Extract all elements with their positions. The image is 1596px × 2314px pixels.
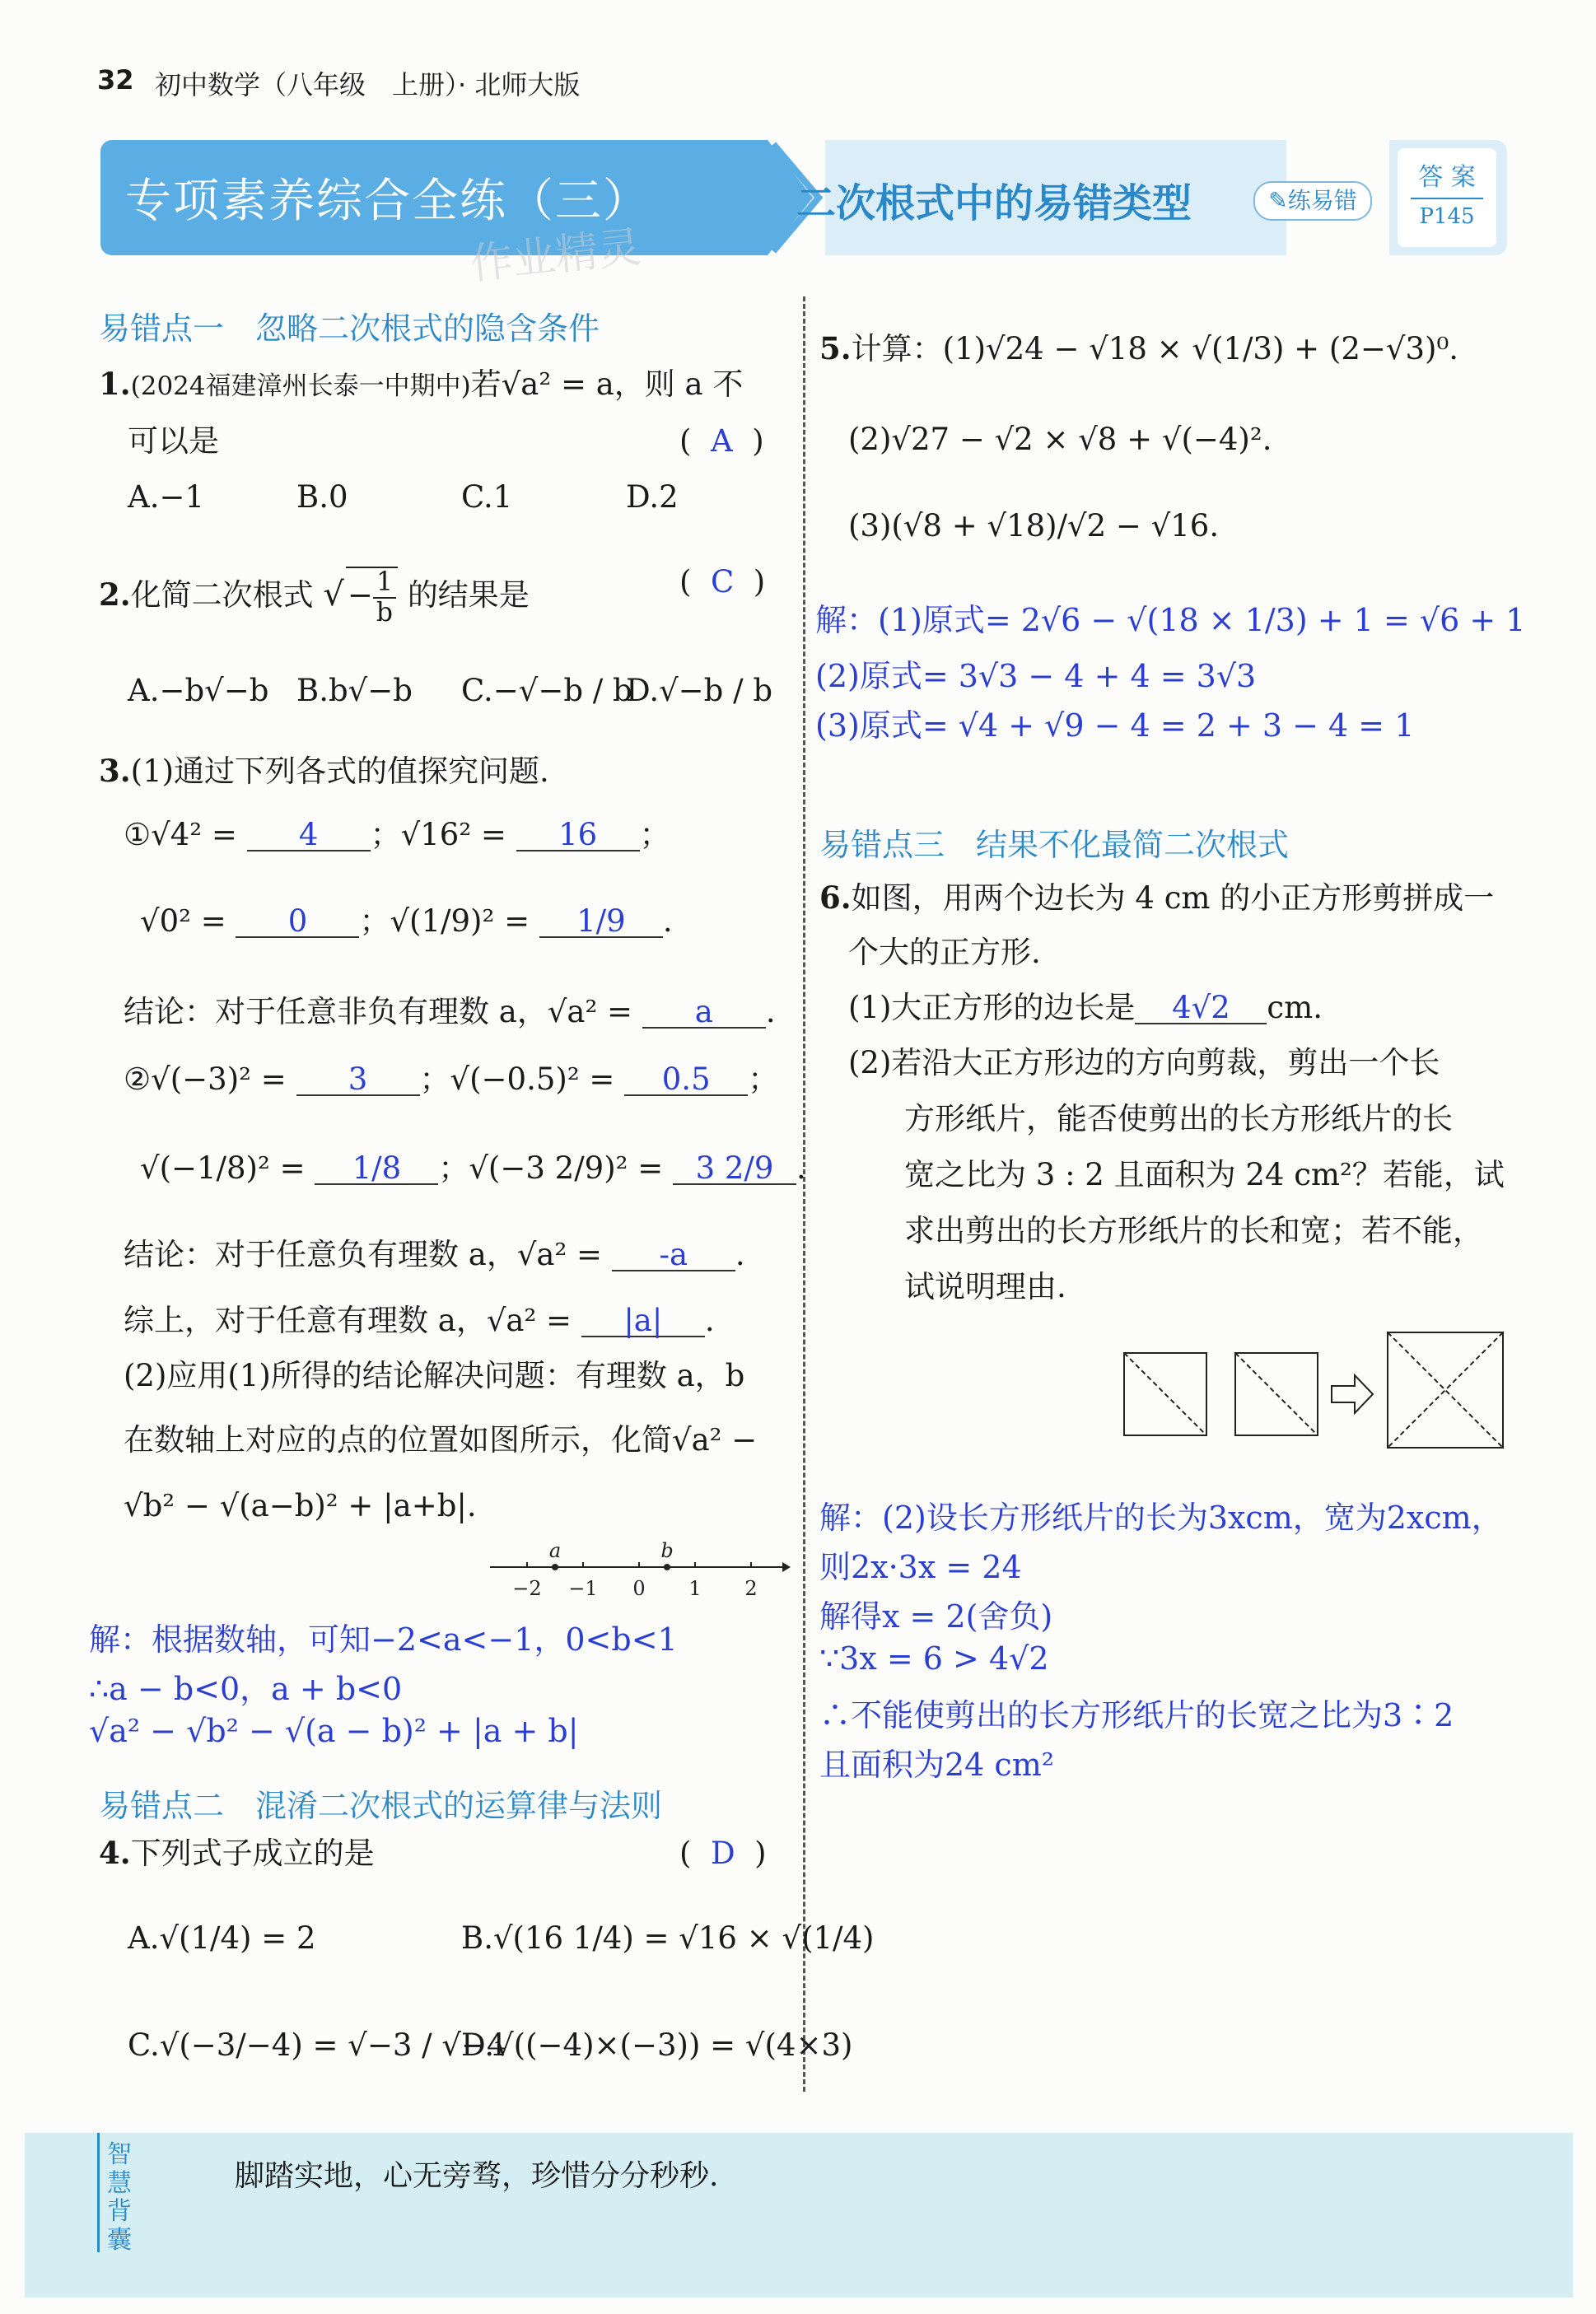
- q3-part2-a: (2)应用(1)所得的结论解决问题：有理数 a，b: [124, 1358, 745, 1393]
- q3-part2-c: √b² − √(a−b)² + |a+b|.: [124, 1488, 477, 1523]
- q2-stem: 2.化简二次根式 √ − $\frac{1}{b}$ 的结果是: [99, 567, 530, 627]
- q3-solution-3: √a² − √b² − √(a − b)² + |a + b|: [89, 1713, 579, 1749]
- practice-tag: ✎练易错: [1253, 181, 1372, 221]
- q1-stem-b: 可以是: [128, 423, 219, 459]
- q1-answer-paren: ( A ): [679, 423, 764, 459]
- q2-option-b: B.b√−b: [296, 673, 413, 708]
- q5-solution-3: (3)原式= √4 + √9 − 4 = 2 + 3 − 4 = 1: [815, 707, 1415, 744]
- pen-icon: ✎: [1268, 187, 1288, 214]
- banner-subtitle: 二次根式中的易错类型: [796, 180, 1192, 226]
- q3-row3: ②√(−3)² = 3 ；√(−0.5)² = 0.5 ；: [124, 1061, 779, 1097]
- footer-band: [25, 2133, 1573, 2298]
- banner-title: 专项素养综合全练（三）: [125, 175, 651, 228]
- q1-option-d: D.2: [626, 479, 679, 515]
- q5-line3: (3)(√8 + √18)/√2 − √16.: [848, 508, 1220, 544]
- q6-line2: 个大的正方形.: [848, 935, 1041, 970]
- axis-label-0: 0: [632, 1577, 646, 1600]
- section-1-title: 易错点一 忽略二次根式的隐含条件: [99, 310, 600, 347]
- q3-row2: √0² = 0 ；√(1/9)² = 1/9 .: [140, 903, 673, 939]
- arrow-right-icon: [1332, 1375, 1373, 1413]
- footer-side-label: 智慧背囊: [107, 2140, 132, 2255]
- q3-solution-1: 解：根据数轴，可知−2<a<−1，0<b<1: [89, 1621, 678, 1658]
- column-divider: [803, 296, 805, 2092]
- q6-solution-4: ∵3x = 6 > 4√2: [819, 1640, 1049, 1677]
- q1-option-b: B.0: [296, 479, 348, 515]
- page-number: 32: [97, 64, 134, 96]
- q3-solution-2: ∴a − b<0，a + b<0: [89, 1671, 403, 1707]
- point-a-label: a: [548, 1539, 562, 1562]
- q1-line1: 1.(2024福建漳州长泰一中期中)若√a² = a，则 a 不: [99, 366, 744, 402]
- q2-option-a: A.−b√−b: [128, 673, 269, 708]
- watermark: 作业精灵: [468, 222, 644, 290]
- q4-option-b: B.√(16 1/4) = √16 × √(1/4): [461, 1920, 875, 1956]
- q1-option-a: A.−1: [128, 479, 205, 515]
- q3-intro: 3.(1)通过下列各式的值探究问题.: [99, 753, 549, 789]
- q6-solution-6: 且面积为24 cm²: [819, 1747, 1054, 1783]
- axis-label-2: 2: [744, 1577, 758, 1600]
- q4-option-a: A.√(1/4) = 2: [128, 1920, 316, 1956]
- q3-conclusion2: 结论：对于任意负有理数 a，√a² = -a .: [124, 1237, 745, 1272]
- q2-option-c: C.−√−b / b: [461, 673, 632, 708]
- section-3-title: 易错点三 结果不化最简二次根式: [819, 827, 1290, 863]
- q4-stem: 4.下列式子成立的是: [99, 1835, 375, 1871]
- q6-solution-2: 则2x·3x = 24: [819, 1549, 1022, 1585]
- axis-label-neg2: −2: [512, 1577, 542, 1600]
- q3-summary: 综上，对于任意有理数 a，√a² = |a| .: [124, 1303, 715, 1338]
- q6-solution-5: ∴不能使剪出的长方形纸片的长宽之比为3∶2: [819, 1697, 1454, 1733]
- q5-solution-1: 解：(1)原式= 2√6 − √(18 × 1/3) + 1 = √6 + 1: [815, 602, 1526, 638]
- number-line: [486, 1536, 791, 1602]
- answer-box: [1398, 148, 1496, 247]
- axis-label-1: 1: [688, 1577, 702, 1600]
- axis-label-neg1: −1: [568, 1577, 598, 1600]
- q3-conclusion1: 结论：对于任意非负有理数 a，√a² = a .: [124, 994, 776, 1029]
- q4-option-d: D.√((−4)×(−3)) = √(4×3): [461, 2027, 853, 2063]
- q5-solution-2: (2)原式= 3√3 − 4 + 4 = 3√3: [815, 658, 1257, 694]
- q6-solution-3: 解得x = 2(舍负): [819, 1598, 1053, 1635]
- q4-answer-paren: ( D ): [679, 1836, 767, 1871]
- answer-page: P145: [1419, 204, 1475, 229]
- q1-option-c: C.1: [461, 479, 513, 515]
- large-square: [1388, 1332, 1503, 1448]
- q6-part2-5: 试说明理由.: [904, 1269, 1066, 1304]
- q2-answer-paren: ( C ): [679, 564, 766, 599]
- q6-solution-1: 解：(2)设长方形纸片的长为3xcm，宽为2xcm，: [819, 1500, 1503, 1536]
- q3-row1: ①√4² = 4 ；√16² = 16 ；: [124, 817, 670, 852]
- section-2-title: 易错点二 混淆二次根式的运算律与法则: [99, 1788, 663, 1824]
- q4-option-c: C.√(−3/−4) = √−3 / √−4: [128, 2027, 506, 2063]
- q5-line1: 5.计算：(1)√24 − √18 × √(1/3) + (2−√3)⁰.: [819, 330, 1459, 366]
- footer-motto: 脚踏实地，心无旁骛，珍惜分分秒秒.: [235, 2159, 719, 2193]
- q5-line2: (2)√27 − √2 × √8 + √(−4)².: [848, 422, 1272, 457]
- q2-option-d: D.√−b / b: [626, 673, 773, 708]
- answer-label: 答 案: [1418, 163, 1476, 192]
- q3-row4: √(−1/8)² = 1/8 ；√(−3 2/9)² = 3 2/9 .: [140, 1150, 806, 1186]
- q3-part2-b: 在数轴上对应的点的位置如图所示，化简√a² −: [124, 1422, 758, 1458]
- squares-figure: [1116, 1324, 1511, 1456]
- q6-part2-3: 宽之比为 3 : 2 且面积为 24 cm²？若能，试: [904, 1157, 1505, 1192]
- banner: [100, 140, 1507, 255]
- footer-side-rule: [97, 2133, 100, 2252]
- point-b-label: b: [660, 1539, 674, 1562]
- q6-part2-1: (2)若沿大正方形边的方向剪裁，剪出一个长: [848, 1045, 1440, 1080]
- book-title: 初中数学（八年级 上册）· 北师大版: [155, 69, 581, 100]
- q6-part2-2: 方形纸片，能否使剪出的长方形纸片的长: [904, 1101, 1453, 1136]
- q6-line1: 6.如图，用两个边长为 4 cm 的小正方形剪拼成一: [819, 879, 1495, 916]
- q6-part2-4: 求出剪出的长方形纸片的长和宽；若不能，: [904, 1213, 1483, 1248]
- q6-part1: (1)大正方形的边长是 4√2 cm.: [848, 990, 1323, 1025]
